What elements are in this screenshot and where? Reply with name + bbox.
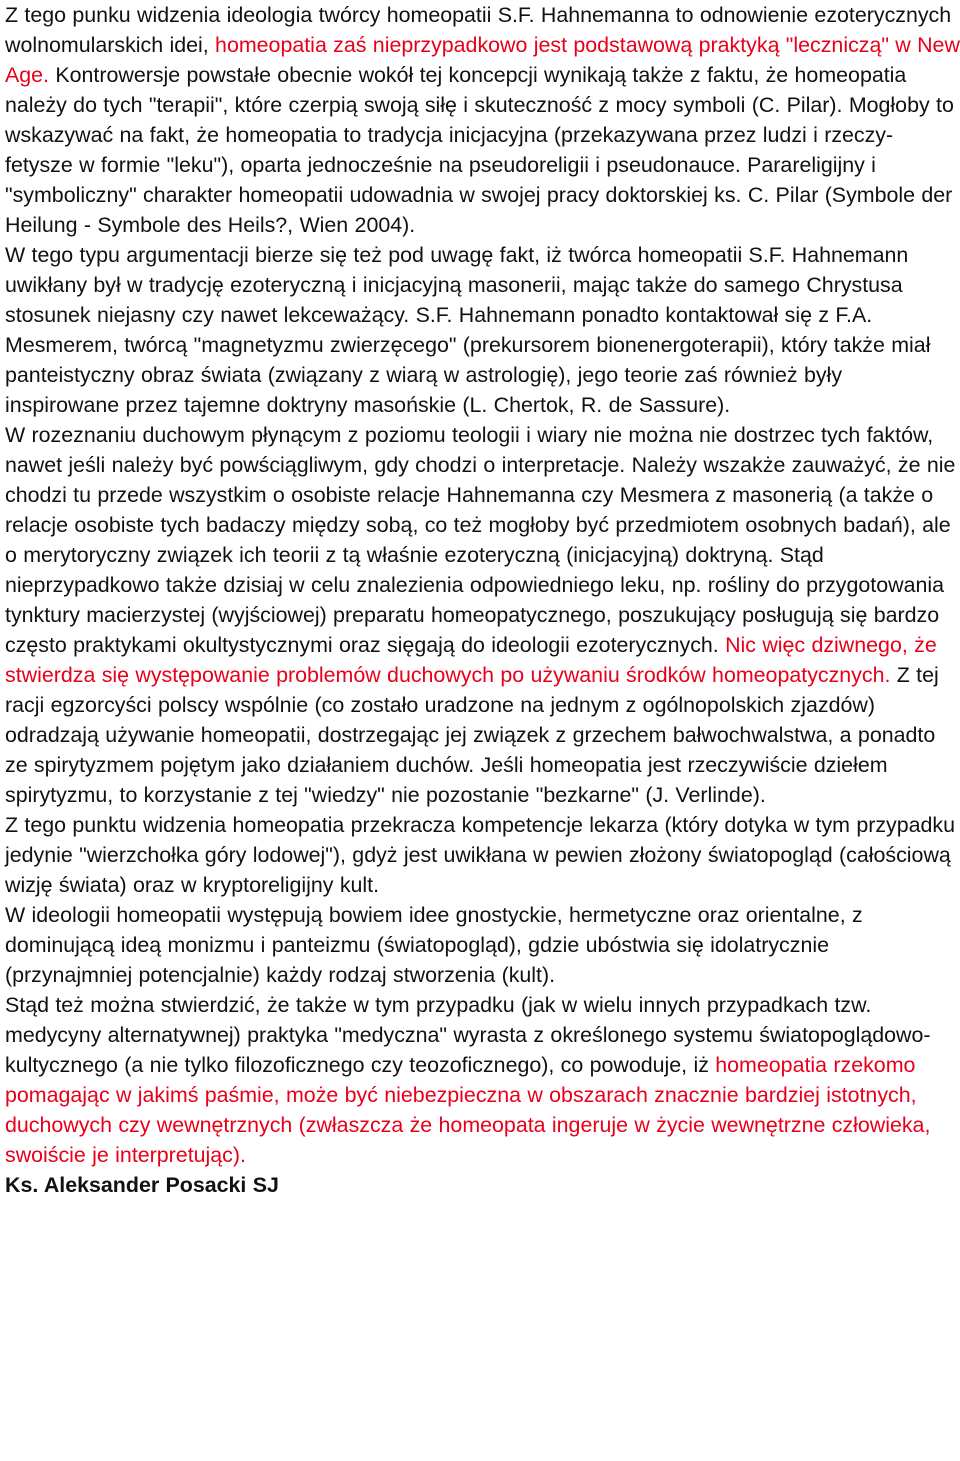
text-span: W tego typu argumentacji bierze się też pod uwagę fakt, iż twórca homeopatii S.F. Hahnemann uwikłany był w tradycję ezoteryczną i inicjacyjną masonerii, mając także do samego Chrystusa stosunek niejasny czy nawet lekceważący. S.F. Hahnemann ponadto kontaktował się z F.A. Mesmerem, twórcą "magnetyzmu zwierzęcego" (prekursorem bionenergoterapii), który także miał panteistyczny obraz świata (związany z wiarą w astrologię), jego teorie zaś również były inspirowane przez tajemne doktryny masońskie (L. Chertok, R. de Sassure). <box>5 243 931 417</box>
text-span: Kontrowersje powstałe obecnie wokół tej koncepcji wynikają także z faktu, że homeopatia należy do tych "terapii", które czerpią swoją siłę i skuteczność z mocy symboli (C. Pilar). Mogłoby to wskazywać na fakt, że homeopatia to tradycja inicjacyjna (przekazywana przez ludzi i rzeczy-fetysze w formie "leku"), oparta jednocześnie na pseudoreligii i pseudonauce. Parareligijny i "symboliczny" charakter homeopatii udowadnia w swojej pracy doktorskiej ks. C. Pilar (Symbole der Heilung - Symbole des Heils?, Wien 2004). <box>5 63 954 237</box>
paragraph-discernment <box>5 420 960 810</box>
paragraph-ideology <box>5 0 960 240</box>
text-span: W rozeznaniu duchowym płynącym z poziomu teologii i wiary nie można nie dostrzec tych faktów, nawet jeśli należy być powściągliwym, gdy chodzi o interpretacje. Należy wszakże zauważyć, że nie chodzi tu przede wszystkim o osobiste relacje Hahnemanna czy Mesmera z masonerią (a także o relacje osobiste tych badaczy między sobą, co też mogłoby być przedmiotem osobnych badań), ale o merytoryczny związek ich teorii z tą właśnie ezoteryczną (inicjacyjną) doktryną. Stąd nieprzypadkowo także dzisiaj w celu znalezienia odpowiedniego leku, np. rośliny do przygotowania tynktury macierzystej (wyjściowej) preparatu homeopatycznego, poszukujący posługują się bardzo często praktykami okultystycznymi oraz sięgają do ideologii ezoterycznych. <box>5 423 956 657</box>
text-span: Z tego punktu widzenia homeopatia przekracza kompetencje lekarza (który dotyka w tym przypadku jedynie "wierzchołka góry lodowej"), gdyż jest uwikłana w pewien złożony światopogląd (całościową wizję świata) oraz w kryptoreligijny kult. <box>5 813 956 897</box>
highlighted-text-span: homeopatia zaś nieprzypadkowo jest podstawową praktyką "leczniczą" w New Age. <box>5 33 960 87</box>
highlighted-text-span: Nic więc dziwnego, że stwierdza się występowanie problemów duchowych po używaniu środków homeopatycznych. <box>5 633 937 687</box>
paragraph-ideas <box>5 900 960 990</box>
paragraph-competence <box>5 810 960 900</box>
text-span: Z tej racji egzorcyści polscy wspólnie (co zostało uradzone na jednym z ogólnopolskich zjazdów) odradzają używanie homeopatii, dostrzegając jej związek z grzechem bałwochwalstwa, a ponadto ze spirytyzmem pojętym jako działaniem duchów. Jeśli homeopatia jest rzeczywiście dziełem spirytyzmu, to korzystanie z tej "wiedzy" nie pozostanie "bezkarne" (J. Verlinde). <box>5 663 939 807</box>
text-span: W ideologii homeopatii występują bowiem idee gnostyckie, hermetyczne oraz orientalne, z dominującą ideą monizmu i panteizmu (światopogląd), gdzie ubóstwia się idolatrycznie (przynajmniej potencjalnie) każdy rodzaj stworzenia (kult). <box>5 903 863 987</box>
text-span: Z tego punku widzenia ideologia twórcy homeopatii S.F. Hahnemanna to odnowienie ezoterycznych wolnomularskich idei, <box>5 3 952 57</box>
paragraph-conclusion <box>5 990 960 1170</box>
text-span: Stąd też można stwierdzić, że także w tym przypadku (jak w wielu innych przypadkach tzw. medycyny alternatywnej) praktyka "medyczna" wyrasta z określonego systemu światopoglądowo-kultycznego (a nie tylko filozoficznego czy teozoficznego), co powoduje, iż <box>5 993 931 1077</box>
author-signature: Ks. Aleksander Posacki SJ <box>5 1173 279 1197</box>
highlighted-text-span: homeopatia rzekomo pomagając w jakimś paśmie, może być niebezpieczna w obszarach znacznie bardziej istotnych, duchowych czy wewnętrznych (zwłaszcza że homeopata ingeruje w życie wewnętrzne człowieka, swoiście je interpretując). <box>5 1053 931 1167</box>
paragraph-argumentation <box>5 240 960 420</box>
